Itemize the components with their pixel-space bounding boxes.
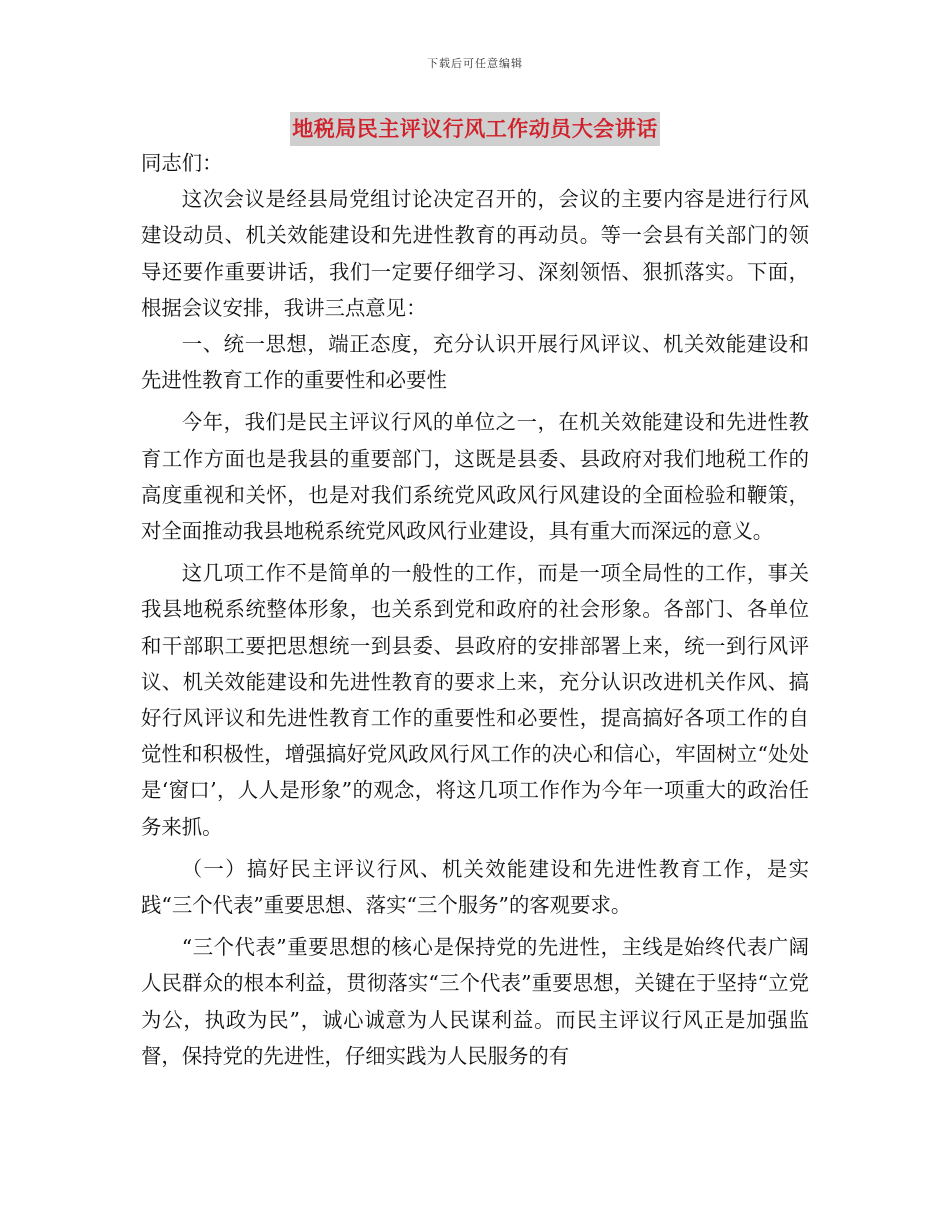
section-heading-1: 一、统一思想，端正态度，充分认识开展行风评议、机关效能建设和先进性教育工作的重要性和必要性 <box>141 332 809 393</box>
paragraph-this-year: 今年，我们是民主评议行风的单位之一，在机关效能建设和先进性教育工作方面也是我县的重要部门，这既是县委、县政府对我们地税工作的高度重视和关怀，也是对我们系统党风政风行风建设的全面检验和鞭策，对全面推动我县地税系统党风政风行业建设，具有重大而深远的意义。 <box>141 410 809 544</box>
header-note: 下载后可任意编辑 <box>427 57 523 70</box>
document-title: 地税局民主评议行风工作动员大会讲话 <box>290 112 660 146</box>
document-body <box>141 145 809 1074</box>
greeting: 同志们： <box>141 151 223 175</box>
title-container <box>0 112 950 146</box>
paragraph-intro: 这次会议是经县局党组讨论决定召开的，会议的主要内容是进行行风建设动员、机关效能建设和先进性教育的再动员。等一会县有关部门的领导还要作重要讲话，我们一定要仔细学习、深刻领悟、狠抓落实。下面，根据会议安排，我讲三点意见： <box>141 187 809 320</box>
paragraph-overall-work: 这几项工作不是简单的一般性的工作，而是一项全局性的工作，事关我县地税系统整体形象，也关系到党和政府的社会形象。各部门、各单位和干部职工要把思想统一到县委、县政府的安排部署上来，统一到行风评议、机关效能建设和先进性教育的要求上来，充分认识改进机关作风、搞好行风评议和先进性教育工作的重要性和必要性，提高搞好各项工作的自觉性和积极性，增强搞好党风政风行风工作的决心和信心，牢固树立“处处是‘窗口’，人人是形象”的观念，将这几项工作作为今年一项重大的政治任务来抓。 <box>141 561 809 839</box>
paragraph-three-represents: “三个代表”重要思想的核心是保持党的先进性，主线是始终代表广阔人民群众的根本利益，贯彻落实“三个代表”重要思想，关键在于坚持“立党为公，执政为民”，诚心诚意为人民谋利益。而民主评议行风正是加强监督，保持党的先进性，仔细实践为人民服务的有 <box>141 935 809 1068</box>
subsection-heading-1: （一）搞好民主评议行风、机关效能建设和先进性教育工作，是实践“三个代表”重要思想、落实“三个服务”的客观要求。 <box>141 856 809 918</box>
